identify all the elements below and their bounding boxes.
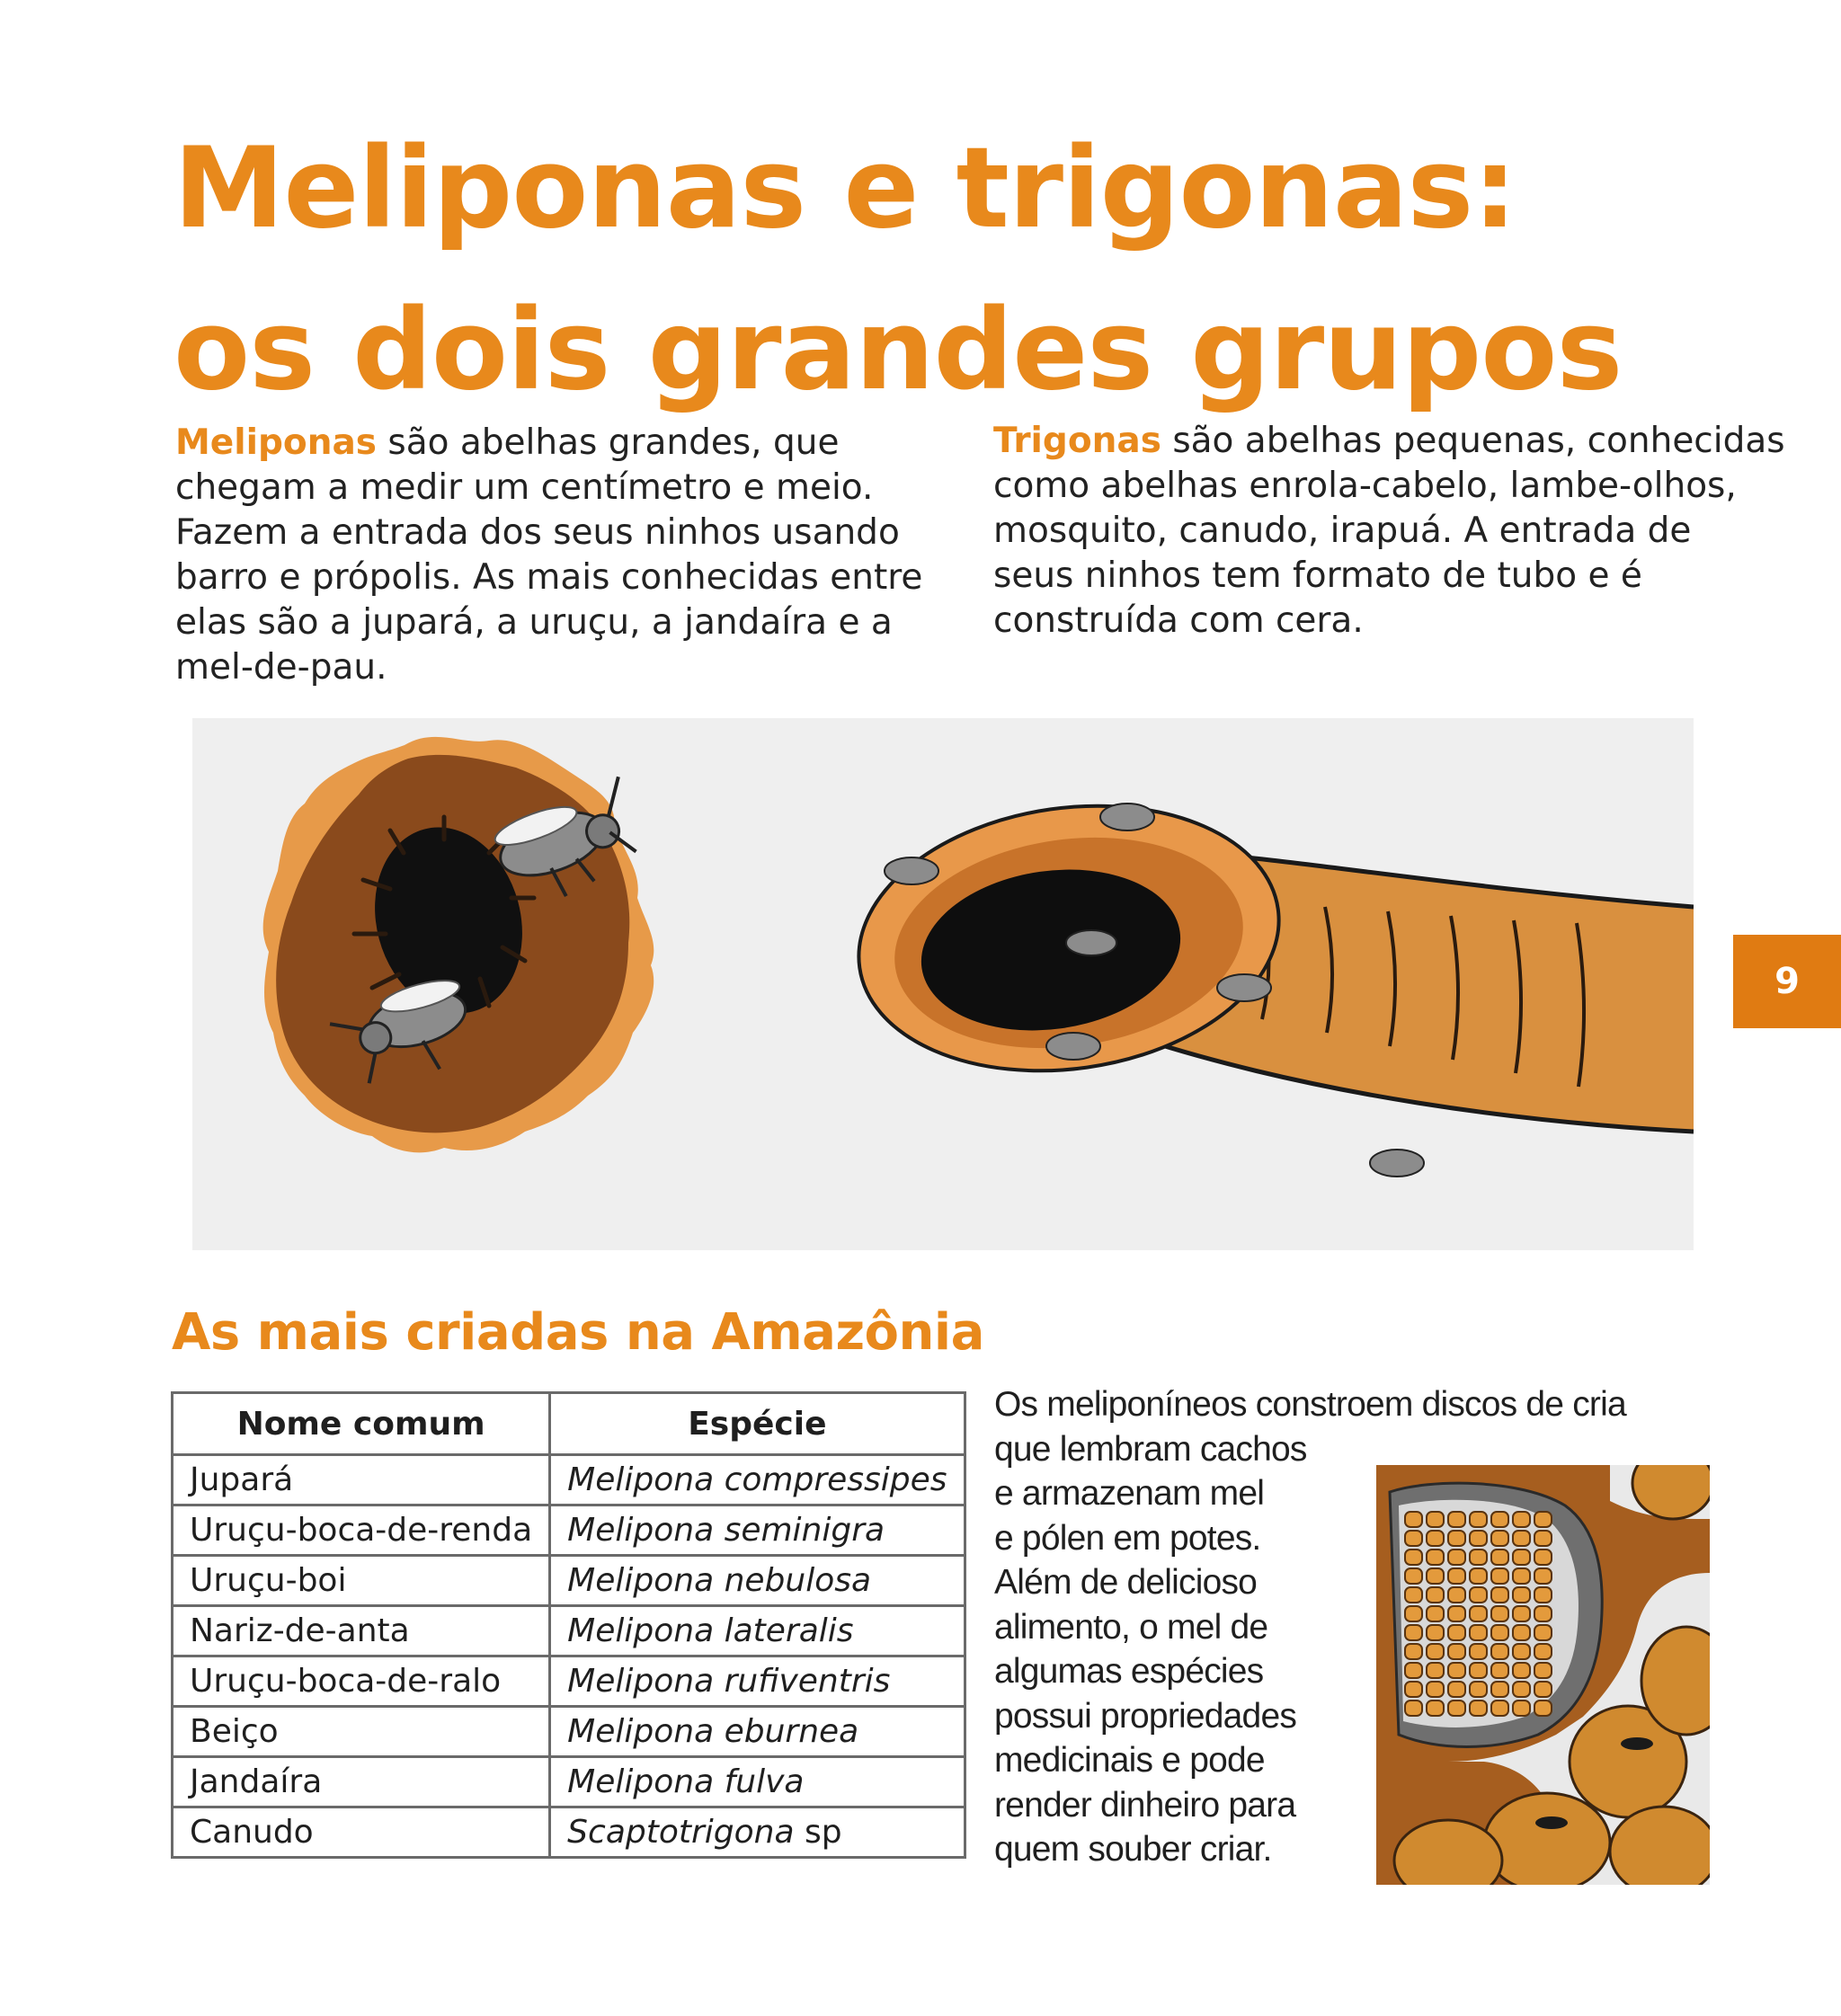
brood-cell <box>1448 1644 1465 1659</box>
common-name-cell: Nariz-de-anta <box>173 1606 550 1656</box>
species-cell: Melipona rufiventris <box>550 1656 965 1707</box>
brood-cell <box>1470 1682 1487 1697</box>
brood-cell <box>1427 1512 1444 1527</box>
brood-cell <box>1470 1587 1487 1603</box>
header-species: Espécie <box>550 1393 965 1455</box>
page-number: 9 <box>1774 961 1800 1002</box>
common-name-cell: Canudo <box>173 1807 550 1858</box>
brood-cell <box>1427 1606 1444 1621</box>
brood-cell <box>1448 1663 1465 1678</box>
brood-cell <box>1491 1644 1508 1659</box>
header-common-name: Nome comum <box>173 1393 550 1455</box>
brood-cell <box>1427 1568 1444 1584</box>
brood-cell <box>1405 1568 1422 1584</box>
brood-cell <box>1427 1587 1444 1603</box>
meliponas-line-2: chegam a medir um centímetro e meio. <box>175 467 874 508</box>
brood-cell <box>1470 1568 1487 1584</box>
note-line: que lembram cachos <box>994 1429 1307 1469</box>
brood-cell <box>1405 1550 1422 1565</box>
brood-cell <box>1491 1606 1508 1621</box>
brood-cell <box>1534 1663 1552 1678</box>
brood-cell <box>1405 1512 1422 1527</box>
brood-cell <box>1470 1663 1487 1678</box>
brood-cell <box>1513 1587 1530 1603</box>
common-name-cell: Jupará <box>173 1455 550 1505</box>
species-cell: Melipona lateralis <box>550 1606 965 1656</box>
common-name-cell: Uruçu-boca-de-ralo <box>173 1656 550 1707</box>
brood-cell <box>1534 1550 1552 1565</box>
brood-cell <box>1448 1625 1465 1640</box>
note-line: render dinheiro para <box>994 1785 1296 1825</box>
common-name-cell: Beiço <box>173 1707 550 1757</box>
brood-cell <box>1470 1512 1487 1527</box>
table-row <box>173 1807 965 1858</box>
brood-cell <box>1405 1663 1422 1678</box>
species-cell: Melipona fulva <box>550 1757 965 1807</box>
brood-cell <box>1491 1587 1508 1603</box>
meliponas-lead: Meliponas <box>175 422 378 463</box>
melipona-nest-entrance <box>263 737 654 1152</box>
note-line: Além de delicioso <box>994 1563 1258 1602</box>
brood-cell <box>1470 1625 1487 1640</box>
brood-cell <box>1491 1625 1508 1640</box>
brood-cell <box>1427 1531 1444 1546</box>
brood-cell <box>1427 1625 1444 1640</box>
brood-cell <box>1448 1682 1465 1697</box>
brood-cell <box>1513 1568 1530 1584</box>
brood-cell <box>1405 1644 1422 1659</box>
brood-cell <box>1491 1531 1508 1546</box>
brood-cell <box>1405 1682 1422 1697</box>
trigonas-paragraph <box>993 419 1785 644</box>
trigonas-line-3: mosquito, canudo, irapuá. A entrada de <box>993 511 1692 551</box>
species-cell: Melipona eburnea <box>550 1707 965 1757</box>
brood-cell <box>1448 1606 1465 1621</box>
table-row <box>173 1455 965 1505</box>
brood-cell <box>1491 1663 1508 1678</box>
trigonas-lead: Trigonas <box>993 421 1161 461</box>
common-name-cell: Uruçu-boca-de-renda <box>173 1505 550 1556</box>
trigona-wax-tube <box>841 780 1694 1177</box>
note-line: medicinais e pode <box>994 1741 1265 1780</box>
note-line: Os meliponíneos constroem discos de cria <box>994 1385 1626 1424</box>
brood-cell <box>1534 1568 1552 1584</box>
brood-cell <box>1491 1550 1508 1565</box>
brood-cell <box>1534 1644 1552 1659</box>
brood-cell <box>1513 1625 1530 1640</box>
brood-cell <box>1448 1701 1465 1716</box>
brood-cell <box>1405 1587 1422 1603</box>
brood-cell <box>1427 1663 1444 1678</box>
page-number-tab <box>1733 935 1841 1028</box>
brood-cell <box>1513 1663 1530 1678</box>
title-line-2: os dois grandes grupos <box>173 286 1623 415</box>
brood-cell <box>1470 1550 1487 1565</box>
brood-cell <box>1534 1531 1552 1546</box>
title-line-1: Meliponas e trigonas: <box>173 124 1516 253</box>
brood-cell <box>1470 1531 1487 1546</box>
brood-cell <box>1405 1625 1422 1640</box>
species-cell <box>550 1807 965 1858</box>
brood-cell <box>1427 1550 1444 1565</box>
trigonas-line-5: construída com cera. <box>993 600 1364 641</box>
brood-cell <box>1534 1701 1552 1716</box>
brood-cell <box>1405 1531 1422 1546</box>
brood-cell <box>1448 1568 1465 1584</box>
brood-cell <box>1448 1531 1465 1546</box>
meliponas-line-3: Fazem a entrada dos seus ninhos usando <box>175 512 900 553</box>
brood-cell <box>1405 1606 1422 1621</box>
common-name-cell: Jandaíra <box>173 1757 550 1807</box>
note-line: quem souber criar. <box>994 1830 1272 1869</box>
meliponas-paragraph <box>175 421 923 690</box>
note-line: algumas espécies <box>994 1652 1264 1691</box>
brood-cell <box>1534 1587 1552 1603</box>
brood-cell <box>1491 1568 1508 1584</box>
brood-cell <box>1491 1512 1508 1527</box>
meliponas-line-6: mel-de-pau. <box>175 647 387 688</box>
note-line: e armazenam mel <box>994 1474 1265 1513</box>
brood-cell <box>1427 1682 1444 1697</box>
brood-cell <box>1534 1606 1552 1621</box>
brood-cell <box>1491 1682 1508 1697</box>
brood-cell <box>1534 1625 1552 1640</box>
brood-cell <box>1513 1550 1530 1565</box>
species-table <box>171 1391 966 1859</box>
table-row <box>173 1707 965 1757</box>
brood-cell <box>1513 1512 1530 1527</box>
brood-cell <box>1534 1512 1552 1527</box>
brood-cell <box>1448 1550 1465 1565</box>
brood-cell <box>1470 1644 1487 1659</box>
brood-cell <box>1470 1606 1487 1621</box>
brood-cell <box>1534 1682 1552 1697</box>
brood-cell <box>1513 1701 1530 1716</box>
table-header-row <box>173 1393 965 1455</box>
table-row <box>173 1757 965 1807</box>
species-cell: Melipona nebulosa <box>550 1556 965 1606</box>
species-cell: Melipona compressipes <box>550 1455 965 1505</box>
note-line: e pólen em potes. <box>994 1518 1261 1558</box>
brood-cell <box>1491 1701 1508 1716</box>
brood-cell <box>1513 1606 1530 1621</box>
brood-cell <box>1427 1644 1444 1659</box>
brood-cell <box>1427 1701 1444 1716</box>
page-title <box>173 108 1622 431</box>
brood-cell <box>1448 1587 1465 1603</box>
brood-cell <box>1448 1512 1465 1527</box>
meliponas-line-4: barro e própolis. As mais conhecidas entre <box>175 557 923 598</box>
meliponas-line-1: são abelhas grandes, que <box>377 422 840 463</box>
table-row <box>173 1656 965 1707</box>
table-row <box>173 1556 965 1606</box>
note-line: alimento, o mel de <box>994 1607 1268 1647</box>
species-suffix: sp <box>794 1814 842 1851</box>
trigonas-line-4: seus ninhos tem formato de tubo e é <box>993 555 1642 596</box>
common-name-cell: Uruçu-boi <box>173 1556 550 1606</box>
trigonas-line-2: como abelhas enrola-cabelo, lambe-olhos, <box>993 466 1737 506</box>
table-heading: As mais criadas na Amazônia <box>172 1303 984 1362</box>
brood-cell <box>1513 1644 1530 1659</box>
table-row <box>173 1505 965 1556</box>
brood-comb-illustration <box>1376 1465 1710 1885</box>
species-name: Scaptotrigona <box>567 1814 795 1851</box>
species-cell: Melipona seminigra <box>550 1505 965 1556</box>
nest-entrances-illustration <box>192 718 1694 1250</box>
table-row <box>173 1606 965 1656</box>
brood-cell <box>1405 1701 1422 1716</box>
meliponas-line-5: elas são a jupará, a uruçu, a jandaíra e a <box>175 602 893 643</box>
brood-cell <box>1513 1531 1530 1546</box>
brood-cell <box>1470 1701 1487 1716</box>
trigonas-line-1: são abelhas pequenas, conhecidas <box>1161 421 1785 461</box>
note-line: possui propriedades <box>994 1696 1297 1736</box>
brood-cell <box>1513 1682 1530 1697</box>
